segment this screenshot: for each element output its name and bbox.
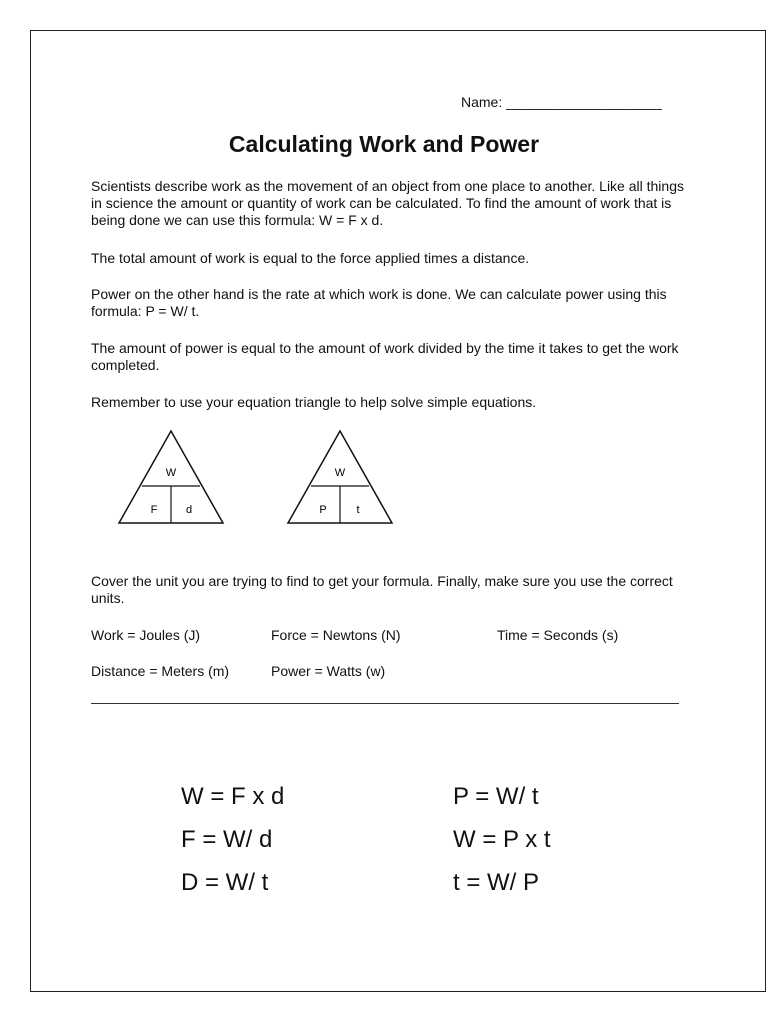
unit-distance: Distance = Meters (m) — [91, 663, 230, 679]
formula-time: t = W/ P — [453, 869, 540, 896]
paragraph-power-definition: The amount of power is equal to the amount of work divided by the time it takes to get the work completed. — [91, 340, 679, 373]
triangle-right-label: d — [185, 504, 193, 516]
formula-force: F = W/ d — [181, 826, 273, 853]
equation-triangle-work — [117, 429, 225, 525]
formula-power: P = W/ t — [453, 783, 539, 810]
page-title: Calculating Work and Power — [228, 131, 540, 157]
triangle-right-label: t — [356, 504, 360, 516]
triangle-top-label: W — [165, 467, 177, 479]
unit-work: Work = Joules (J) — [91, 627, 201, 643]
paragraph-work-intro: Scientists describe work as the movement of an object from one place to another. Like all things in science the amount or quantity of work can be calculated. To find the amount of work that is being done we can use this formula: W = F x d. — [91, 178, 684, 228]
name-blank: ____________________ — [506, 94, 662, 110]
triangle-left-label: F — [150, 504, 158, 516]
unit-time: Time = Seconds (s) — [497, 627, 619, 643]
paragraph-work-definition: The total amount of work is equal to the force applied times a distance. — [91, 250, 530, 266]
formula-distance: D = W/ t — [181, 869, 269, 896]
paragraph-power-intro: Power on the other hand is the rate at which work is done. We can calculate power using this formula: P = W/ t. — [91, 286, 667, 319]
worksheet-page — [30, 30, 766, 992]
triangle-top-label: W — [334, 467, 346, 479]
name-label: Name: — [461, 94, 507, 110]
formula-work-from-power: W = P x t — [453, 826, 551, 853]
triangle-left-label: P — [319, 504, 327, 516]
formula-work: W = F x d — [181, 783, 285, 810]
unit-power: Power = Watts (w) — [271, 663, 386, 679]
paragraph-cover-unit: Cover the unit you are trying to find to get your formula. Finally, make sure you use the correct units. — [91, 573, 673, 606]
name-field — [461, 94, 662, 110]
paragraph-triangle-reminder: Remember to use your equation triangle to help solve simple equations. — [91, 394, 537, 410]
separator-line — [91, 703, 679, 704]
equation-triangle-power — [286, 429, 394, 525]
unit-force: Force = Newtons (N) — [271, 627, 401, 643]
